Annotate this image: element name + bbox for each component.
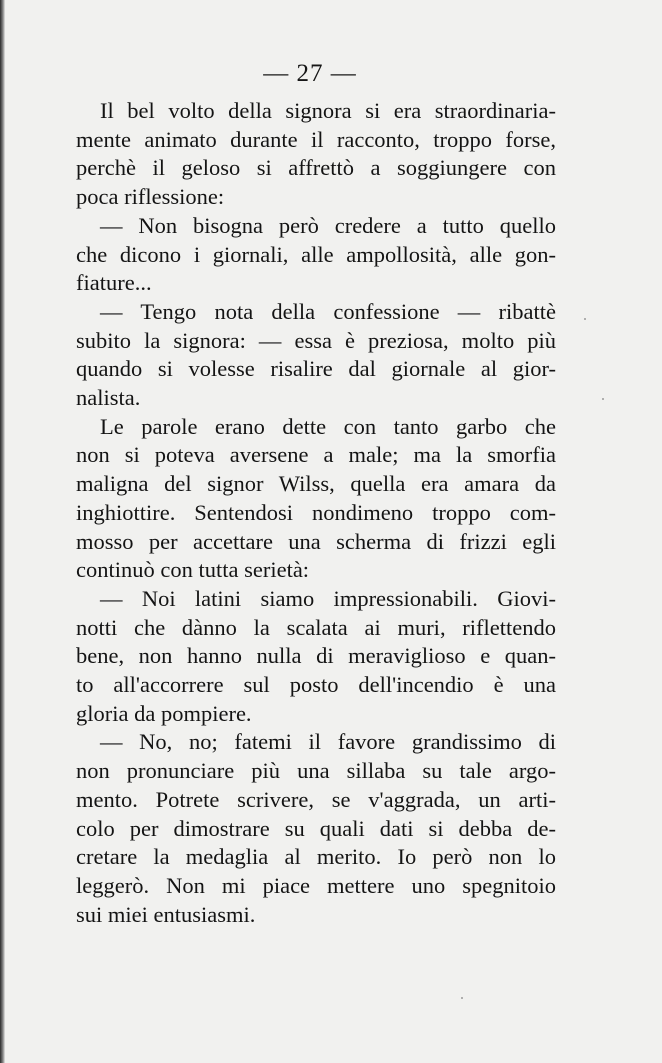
text-line: fiature... xyxy=(76,270,152,296)
text-line: continuò con tutta serietà: xyxy=(76,557,310,583)
text-line: quando si volesse risalire dal giornale al gior- xyxy=(76,356,556,382)
text-line: inghiottire. Sentendosi nondimeno troppo com- xyxy=(76,499,556,525)
text-line: gloria da pompiere. xyxy=(76,700,252,726)
text-line: notti che dànno la scalata ai muri, riflettendo xyxy=(76,614,556,640)
text-line: nalista. xyxy=(76,385,141,411)
text-line: sui miei entusiasmi. xyxy=(76,901,256,927)
text-line: Il bel volto della signora si era straordinaria- xyxy=(100,98,556,123)
text-line: Le parole erano dette con tanto garbo che xyxy=(100,413,556,439)
text-line: non pronunciare più una sillaba su tale argo- xyxy=(76,758,556,784)
text-line: non si poteva aversene a male; ma la smorfia xyxy=(76,442,556,468)
paragraph-6 xyxy=(76,728,556,929)
text-line: perchè il geloso si affrettò a soggiungere con xyxy=(76,155,556,181)
paragraph-4 xyxy=(76,413,556,585)
body-text xyxy=(76,97,556,929)
text-line: subito la signora: — essa è preziosa, molto più xyxy=(76,327,556,353)
text-line: to all'accorrere sul posto dell'incendio è una xyxy=(76,672,556,698)
binding-edge xyxy=(0,0,5,1063)
text-line: mento. Potrete scrivere, se v'aggrada, un arti- xyxy=(76,786,556,812)
text-line: maligna del signor Wilss, quella era amara da xyxy=(76,471,556,497)
text-line: cretare la medaglia al merito. Io però non lo xyxy=(76,844,556,870)
text-line: bene, non hanno nulla di meraviglioso e quan- xyxy=(76,643,556,669)
text-line: poca riflessione: xyxy=(76,184,225,210)
text-line: — No, no; fatemi il favore grandissimo di xyxy=(100,729,556,755)
text-line: mente animato durante il racconto, troppo forse, xyxy=(76,126,556,152)
text-line: leggerò. Non mi piace mettere uno spegnitoio xyxy=(76,872,556,898)
text-line: colo per dimostrare su quali dati si debba de- xyxy=(76,815,556,841)
paragraph-2 xyxy=(76,212,556,298)
paragraph-1 xyxy=(76,97,556,212)
paper-speck xyxy=(602,398,604,400)
text-line: — Noi latini siamo impressionabili. Giovi- xyxy=(100,585,556,611)
paper-speck xyxy=(461,997,463,999)
text-line: che dicono i giornali, alle ampollosità, alle gon- xyxy=(76,241,556,267)
paragraph-3 xyxy=(76,298,556,413)
text-line: — Tengo nota della confessione — ribattè xyxy=(100,298,556,324)
text-line: — Non bisogna però credere a tutto quello xyxy=(100,212,556,238)
text-line: mosso per accettare una scherma di frizzi egli xyxy=(76,528,556,554)
page-number: — 27 — xyxy=(263,60,357,87)
paper-speck xyxy=(584,318,586,320)
paragraph-5 xyxy=(76,585,556,729)
